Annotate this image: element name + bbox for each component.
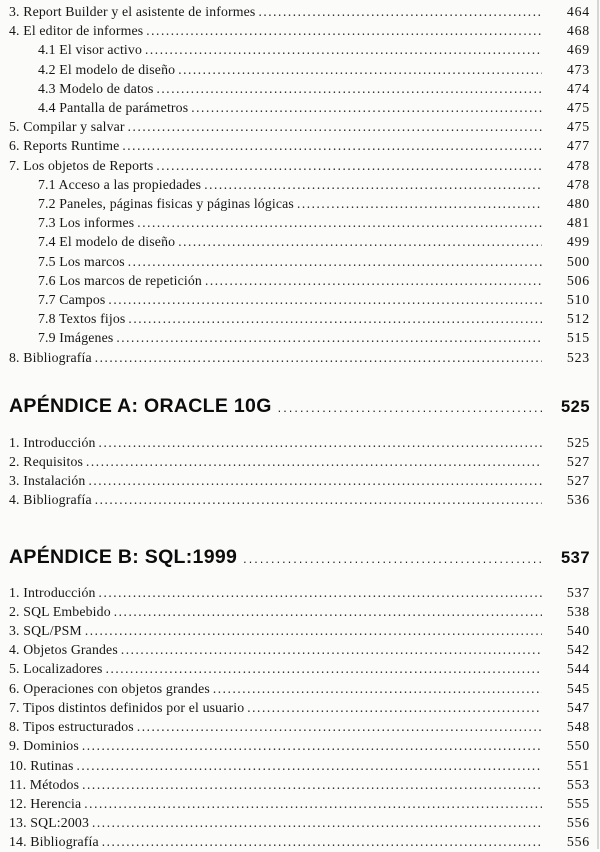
dot-leader (243, 548, 542, 570)
appendix-a-page: 525 (560, 397, 590, 416)
toc-entry-page: 506 (566, 272, 590, 288)
dot-leader (128, 309, 542, 328)
dot-leader (82, 736, 542, 755)
toc-entry-page: 545 (566, 680, 590, 696)
toc-entry-label: 2. Requisitos (9, 454, 84, 470)
toc-entry-label: 4. Bibliografía (9, 492, 92, 508)
toc-entry-label: 3. SQL/PSM (9, 623, 82, 639)
toc-entry (9, 471, 590, 490)
toc-entry-label: 4. El editor de informes (9, 23, 144, 39)
dot-leader (137, 717, 542, 736)
toc-entry-page: 475 (566, 119, 590, 135)
toc-entry (9, 232, 590, 251)
toc-entry-page: 536 (566, 492, 590, 508)
toc-entry (9, 813, 590, 832)
toc-heading-appendix-b (9, 546, 590, 570)
toc-entry-label: 8. Tipos estructurados (9, 719, 134, 735)
toc-entry (9, 679, 590, 698)
toc-entry (9, 621, 590, 640)
dot-leader (258, 2, 542, 21)
toc-entry (9, 213, 590, 232)
toc-entry (9, 583, 590, 602)
toc-entry (9, 775, 590, 794)
toc-entry-label: 4.1 El visor activo (38, 42, 143, 58)
toc-entry-label: 7. Tipos distintos definidos por el usuario (9, 699, 245, 715)
toc-entry-label: 10. Rutinas (9, 757, 74, 773)
toc-entry-page: 550 (566, 738, 590, 754)
toc-entry-label: 1. Introducción (9, 434, 96, 450)
toc-entry-page: 553 (566, 776, 590, 792)
dot-leader (137, 213, 542, 232)
toc-entry-page: 510 (566, 292, 590, 308)
toc-entry-label: 4. Objetos Grandes (9, 642, 118, 658)
toc-entry-label: 7.2 Paneles, páginas fisicas y páginas lógicas (38, 196, 294, 212)
dot-leader (84, 794, 542, 813)
toc-entry-label: 7.8 Textos fijos (38, 311, 126, 327)
toc-entry-page: 468 (566, 23, 590, 39)
toc-heading-appendix-a (9, 395, 590, 419)
dot-leader (106, 659, 542, 678)
toc-entry (9, 756, 590, 775)
toc-entry-label: 4.3 Modelo de datos (38, 80, 154, 96)
toc-entry-label: 6. Operaciones con objetos grandes (9, 680, 210, 696)
toc-entry (9, 640, 590, 659)
dot-leader (82, 775, 542, 794)
dot-leader (146, 21, 542, 40)
toc-entry-page: 527 (566, 473, 590, 489)
dot-leader (95, 490, 542, 509)
appendix-b-page: 537 (560, 548, 590, 567)
toc-entry-label: 12. Herencia (9, 795, 82, 811)
dot-leader (278, 397, 542, 419)
toc-entry-page: 512 (566, 311, 590, 327)
toc-entry (9, 698, 590, 717)
toc-entry-page: 551 (566, 757, 590, 773)
toc-entry-page: 478 (566, 176, 590, 192)
toc-entry-label: 14. Bibliografía (9, 834, 99, 850)
toc-entry (9, 2, 590, 21)
toc-entry (9, 98, 590, 117)
dot-leader (128, 117, 542, 136)
toc-entry-page: 556 (566, 834, 590, 850)
toc-entry-label: 2. SQL Embebido (9, 603, 111, 619)
toc-entry-page: 523 (566, 349, 590, 365)
dot-leader (204, 175, 542, 194)
dot-leader (121, 640, 542, 659)
toc-entry (9, 659, 590, 678)
toc-entry (9, 136, 590, 155)
dot-leader (145, 40, 542, 59)
toc-entry-page: 525 (566, 434, 590, 450)
dot-leader (108, 290, 542, 309)
scan-edge-line (597, 0, 599, 849)
toc-entry-label: 7.1 Acceso a las propiedades (38, 176, 202, 192)
dot-leader (122, 136, 542, 155)
toc-entry (9, 252, 590, 271)
toc-entry (9, 40, 590, 59)
toc-entry-page: 527 (566, 454, 590, 470)
toc-entry-label: 8. Bibliografía (9, 349, 92, 365)
toc-entry-page: 547 (566, 699, 590, 715)
toc-entry-page: 474 (566, 80, 590, 96)
toc-entry-label: 3. Instalación (9, 473, 86, 489)
toc-entry-page: 481 (566, 215, 590, 231)
toc-entry (9, 271, 590, 290)
dot-leader (297, 194, 542, 213)
dot-leader (116, 328, 542, 347)
dot-leader (92, 813, 542, 832)
appendix-b-title: APÉNDICE B: SQL:1999 (9, 545, 238, 568)
dot-leader (213, 679, 542, 698)
toc-entry (9, 490, 590, 509)
toc-entry (9, 21, 590, 40)
toc-entry-page: 469 (566, 42, 590, 58)
dot-leader (99, 433, 542, 452)
dot-leader (88, 471, 542, 490)
toc-entry-page: 542 (566, 642, 590, 658)
toc-entry-page: 556 (566, 815, 590, 831)
toc-entry (9, 309, 590, 328)
toc-entry-page: 555 (566, 795, 590, 811)
toc-entry-label: 9. Dominios (9, 738, 79, 754)
dot-leader (114, 602, 542, 621)
toc-entry-page: 477 (566, 138, 590, 154)
toc-entry-label: 7. Los objetos de Reports (9, 157, 154, 173)
appendix-a-title: APÉNDICE A: ORACLE 10G (9, 394, 272, 417)
toc-entry-page: 538 (566, 603, 590, 619)
toc-entry-label: 7.7 Campos (38, 292, 106, 308)
toc-entry-label: 5. Localizadores (9, 661, 103, 677)
toc-entry (9, 79, 590, 98)
toc-entry-label: 5. Compilar y salvar (9, 119, 125, 135)
toc-entry-label: 3. Report Builder y el asistente de informes (9, 4, 256, 19)
dot-leader (191, 98, 542, 117)
toc-entry-page: 473 (566, 61, 590, 77)
toc-entry (9, 156, 590, 175)
toc-entry-page: 499 (566, 234, 590, 250)
toc-entry (9, 194, 590, 213)
toc-section-chapter (9, 2, 590, 367)
toc-entry-label: 11. Métodos (9, 776, 80, 792)
toc-section-appendix-b (9, 583, 590, 852)
toc-entry (9, 290, 590, 309)
toc-section-appendix-a (9, 433, 590, 510)
dot-leader (77, 756, 542, 775)
toc-entry-label: 4.4 Pantalla de parámetros (38, 100, 189, 116)
toc-entry-label: 7.4 El modelo de diseño (38, 234, 176, 250)
toc-entry-page: 537 (566, 584, 590, 600)
toc-entry-page: 478 (566, 157, 590, 173)
toc-entry-label: 13. SQL:2003 (9, 815, 89, 831)
toc-entry-label: 7.6 Los marcos de repetición (38, 272, 202, 288)
toc-entry-page: 464 (566, 4, 590, 19)
dot-leader (157, 79, 542, 98)
dot-leader (99, 583, 542, 602)
toc-entry (9, 175, 590, 194)
toc-entry (9, 433, 590, 452)
toc-entry (9, 328, 590, 347)
dot-leader (95, 348, 542, 367)
toc-entry (9, 452, 590, 471)
toc-entry-label: 6. Reports Runtime (9, 138, 120, 154)
dot-leader (178, 60, 542, 79)
toc-entry-page: 548 (566, 719, 590, 735)
toc-entry-page: 544 (566, 661, 590, 677)
dot-leader (86, 452, 542, 471)
toc-entry (9, 117, 590, 136)
toc-entry (9, 60, 590, 79)
toc-entry-page: 515 (566, 330, 590, 346)
toc-entry-label: 7.5 Los marcos (38, 253, 125, 269)
toc-entry (9, 717, 590, 736)
dot-leader (178, 232, 542, 251)
toc-entry-label: 7.3 Los informes (38, 215, 135, 231)
toc-entry (9, 794, 590, 813)
toc-entry-label: 7.9 Imágenes (38, 330, 114, 346)
dot-leader (85, 621, 542, 640)
toc-entry (9, 736, 590, 755)
toc-entry-page: 480 (566, 196, 590, 212)
dot-leader (247, 698, 542, 717)
toc-entry-page: 475 (566, 100, 590, 116)
toc-entry (9, 348, 590, 367)
dot-leader (156, 156, 542, 175)
dot-leader (128, 252, 542, 271)
toc-entry (9, 602, 590, 621)
toc-entry-page: 540 (566, 623, 590, 639)
dot-leader (205, 271, 542, 290)
toc-entry-label: 1. Introducción (9, 584, 96, 600)
toc-entry-label: 4.2 El modelo de diseño (38, 61, 176, 77)
toc-entry-page: 500 (566, 253, 590, 269)
